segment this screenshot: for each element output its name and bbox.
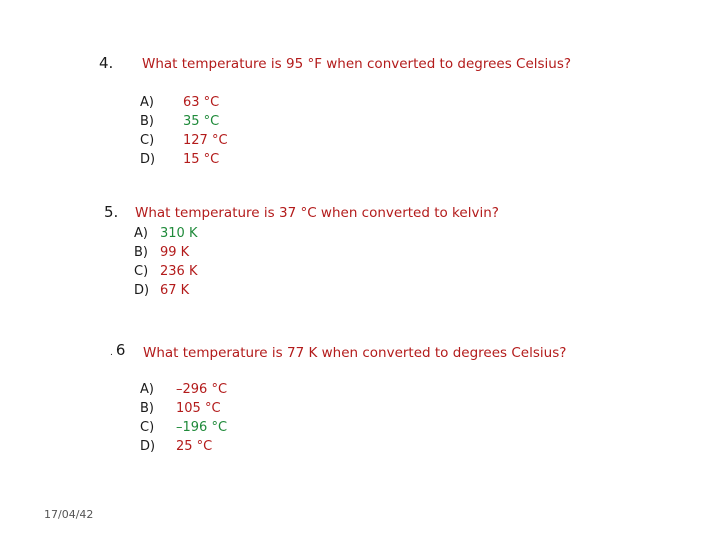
option-letter: D) xyxy=(140,439,156,454)
option-letter: D) xyxy=(134,283,150,298)
question-5-letters xyxy=(134,224,149,300)
option-letter: C) xyxy=(134,264,149,279)
question-5-answers xyxy=(160,224,197,300)
option-letter: D) xyxy=(140,152,156,167)
question-6-letters xyxy=(140,380,155,456)
option-answer-correct: 35 °C xyxy=(183,114,220,129)
option-answer: 236 K xyxy=(160,264,198,279)
question-4-number: 4. xyxy=(99,54,114,72)
option-answer: 105 °C xyxy=(176,401,221,416)
option-answer: 63 °C xyxy=(183,95,220,110)
question-6-text: What temperature is 77 K when converted to degrees Celsius? xyxy=(143,345,567,361)
option-letter: A) xyxy=(140,382,154,397)
question-4-letters xyxy=(140,93,155,169)
option-answer-correct: 310 K xyxy=(160,226,198,241)
option-answer: 127 °C xyxy=(183,133,228,148)
slide-date: 17/04/42 xyxy=(44,508,94,521)
option-letter: B) xyxy=(140,401,154,416)
option-letter: A) xyxy=(140,95,154,110)
option-letter: A) xyxy=(134,226,148,241)
option-letter: C) xyxy=(140,133,155,148)
question-5-number: 5. xyxy=(104,203,119,221)
option-answer-correct: –196 °C xyxy=(176,420,228,435)
question-6-prefix: . xyxy=(110,348,113,358)
question-5-text: What temperature is 37 °C when converted to kelvin? xyxy=(135,205,499,221)
question-6-number xyxy=(110,341,125,359)
option-answer: –296 °C xyxy=(176,382,228,397)
question-6-number-text: 6 xyxy=(115,341,126,359)
option-answer: 99 K xyxy=(160,245,190,260)
question-6-answers xyxy=(176,380,227,456)
question-4-text: What temperature is 95 °F when converted to degrees Celsius? xyxy=(142,56,572,72)
option-answer: 25 °C xyxy=(176,439,213,454)
question-4-answers xyxy=(183,93,228,169)
option-letter: B) xyxy=(140,114,154,129)
option-letter: B) xyxy=(134,245,148,260)
option-answer: 15 °C xyxy=(183,152,220,167)
option-letter: C) xyxy=(140,420,155,435)
option-answer: 67 K xyxy=(160,283,190,298)
